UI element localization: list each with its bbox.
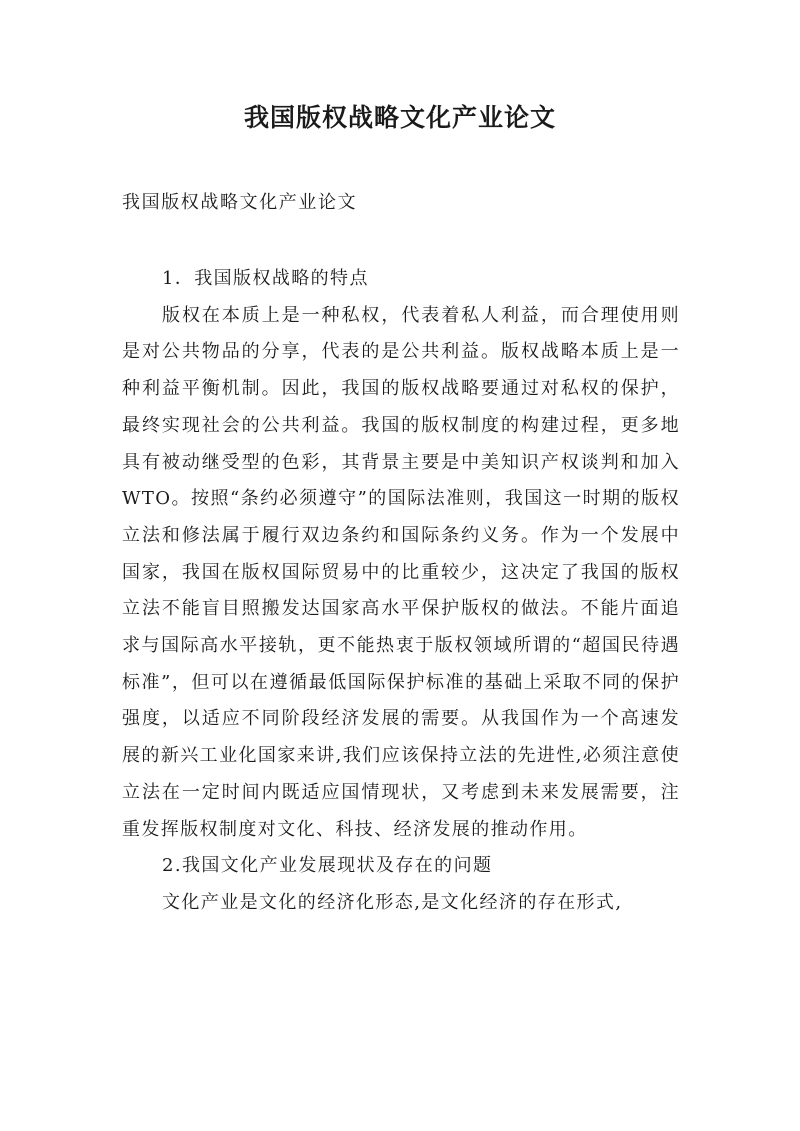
document-body: [122, 261, 680, 922]
document-subtitle: 我国版权战略文化产业论文: [122, 192, 358, 213]
section-heading-1: 1．我国版权战略的特点: [162, 268, 369, 289]
section-paragraph-1: 版权在本质上是一种私权，代表着私人利益，而合理使用则是对公共物品的分享，代表的是公共利益。版权战略本质上是一种利益平衡机制。因此，我国的版权战略要通过对私权的保护，最终实现社会的公共利益。我国的版权制度的构建过程，更多地具有被动继受型的色彩，其背景主要是中美知识产权谈判和加入WTO。按照“条约必须遵守”的国际法准则，我国这一时期的版权立法和修法属于履行双边条约和国际条约义务。作为一个发展中国家，我国在版权国际贸易中的比重较少，这决定了我国的版权立法不能盲目照搬发达国家高水平保护版权的做法。不能片面追求与国际高水平接轨，更不能热衷于版权领域所谓的“超国民待遇标准”，但可以在遵循最低国际保护标准的基础上采取不同的保护强度，以适应不同阶段经济发展的需要。从我国作为一个高速发展的新兴工业化国家来讲,我们应该保持立法的先进性,必须注意使立法在一定时间内既适应国情现状，又考虑到未来发展需要，注重发挥版权制度对文化、科技、经济发展的推动作用。: [122, 304, 680, 840]
section-heading-2: 2.我国文化产业发展现状及存在的问题: [162, 855, 493, 877]
document-title: 我国版权战略文化产业论文: [243, 103, 556, 132]
section-paragraph-2: 文化产业是文化的经济化形态,是文化经济的存在形式,: [162, 891, 623, 913]
